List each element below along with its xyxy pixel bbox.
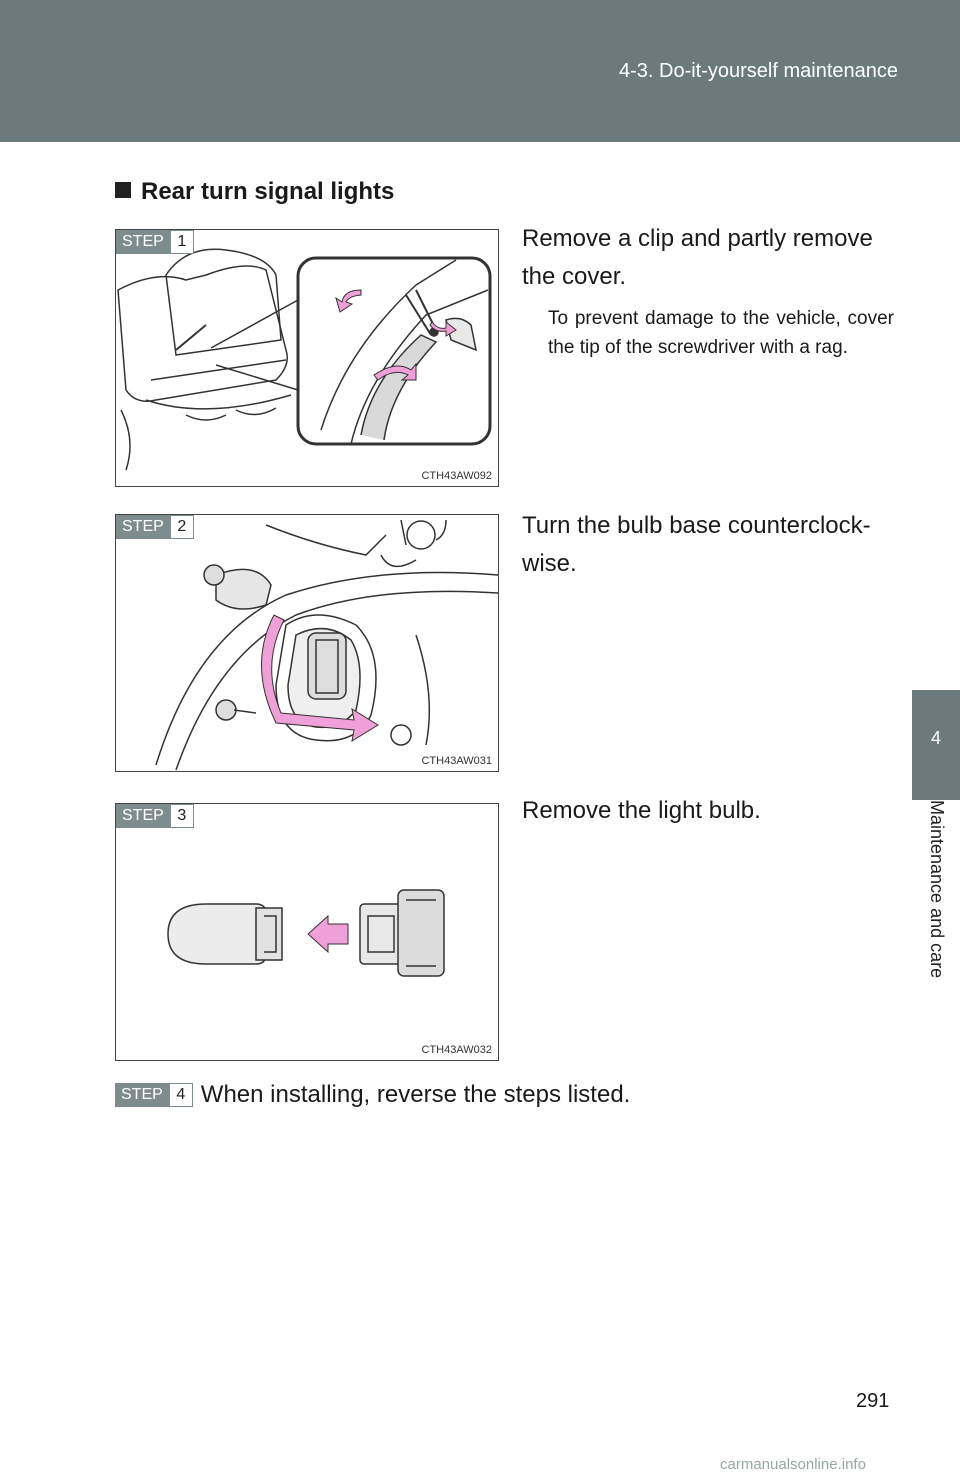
- step-4-text: When installing, reverse the steps listed.: [200, 1081, 631, 1108]
- step-badge-word: STEP: [116, 804, 170, 828]
- chapter-title: 4-3. Do-it-yourself maintenance: [618, 60, 898, 82]
- step-1-note: To prevent damage to the vehicle, cover the tip of the screwdriver with a rag.: [548, 308, 894, 358]
- bulb-socket-illustration: [116, 515, 498, 771]
- figure-code: CTH43AW031: [421, 755, 492, 767]
- step-badge: [116, 230, 194, 254]
- step-badge-number: 2: [170, 515, 194, 539]
- step-badge: [115, 1083, 193, 1107]
- figure-code: CTH43AW032: [421, 1044, 492, 1056]
- chapter-tab: [912, 690, 960, 800]
- bullet-square-icon: [115, 182, 131, 198]
- step-badge-word: STEP: [116, 230, 170, 254]
- figure-code: CTH43AW092: [421, 470, 492, 482]
- light-bulb-illustration: [116, 804, 498, 1060]
- car-trunk-illustration: [116, 230, 498, 486]
- chapter-side-label: [912, 800, 960, 1100]
- watermark: carmanualsonline.info: [720, 1456, 866, 1473]
- step-badge-number: 1: [170, 230, 194, 254]
- step-2-text: Turn the bulb base counterclock-wise.: [522, 512, 871, 577]
- step-badge: [116, 804, 194, 828]
- step-3-text: Remove the light bulb.: [522, 797, 761, 824]
- step-badge-number: 3: [170, 804, 194, 828]
- chapter-label-text: Maintenance and care: [927, 800, 947, 979]
- step-4-row: [115, 1081, 630, 1109]
- section-title-text: Rear turn signal lights: [141, 178, 395, 205]
- step-badge-word: STEP: [116, 515, 170, 539]
- figure-step-2: [115, 514, 499, 772]
- step-badge-word: STEP: [115, 1083, 169, 1107]
- step-badge-number: 4: [169, 1083, 193, 1107]
- step-badge: [116, 515, 194, 539]
- step-1-text: Remove a clip and partly remove the cover.: [522, 225, 873, 290]
- figure-step-1: [115, 229, 499, 487]
- chapter-number: 4: [930, 728, 941, 748]
- figure-step-3: [115, 803, 499, 1061]
- section-title: [115, 178, 394, 206]
- page-number: 291: [856, 1390, 890, 1412]
- page-header: [0, 0, 960, 142]
